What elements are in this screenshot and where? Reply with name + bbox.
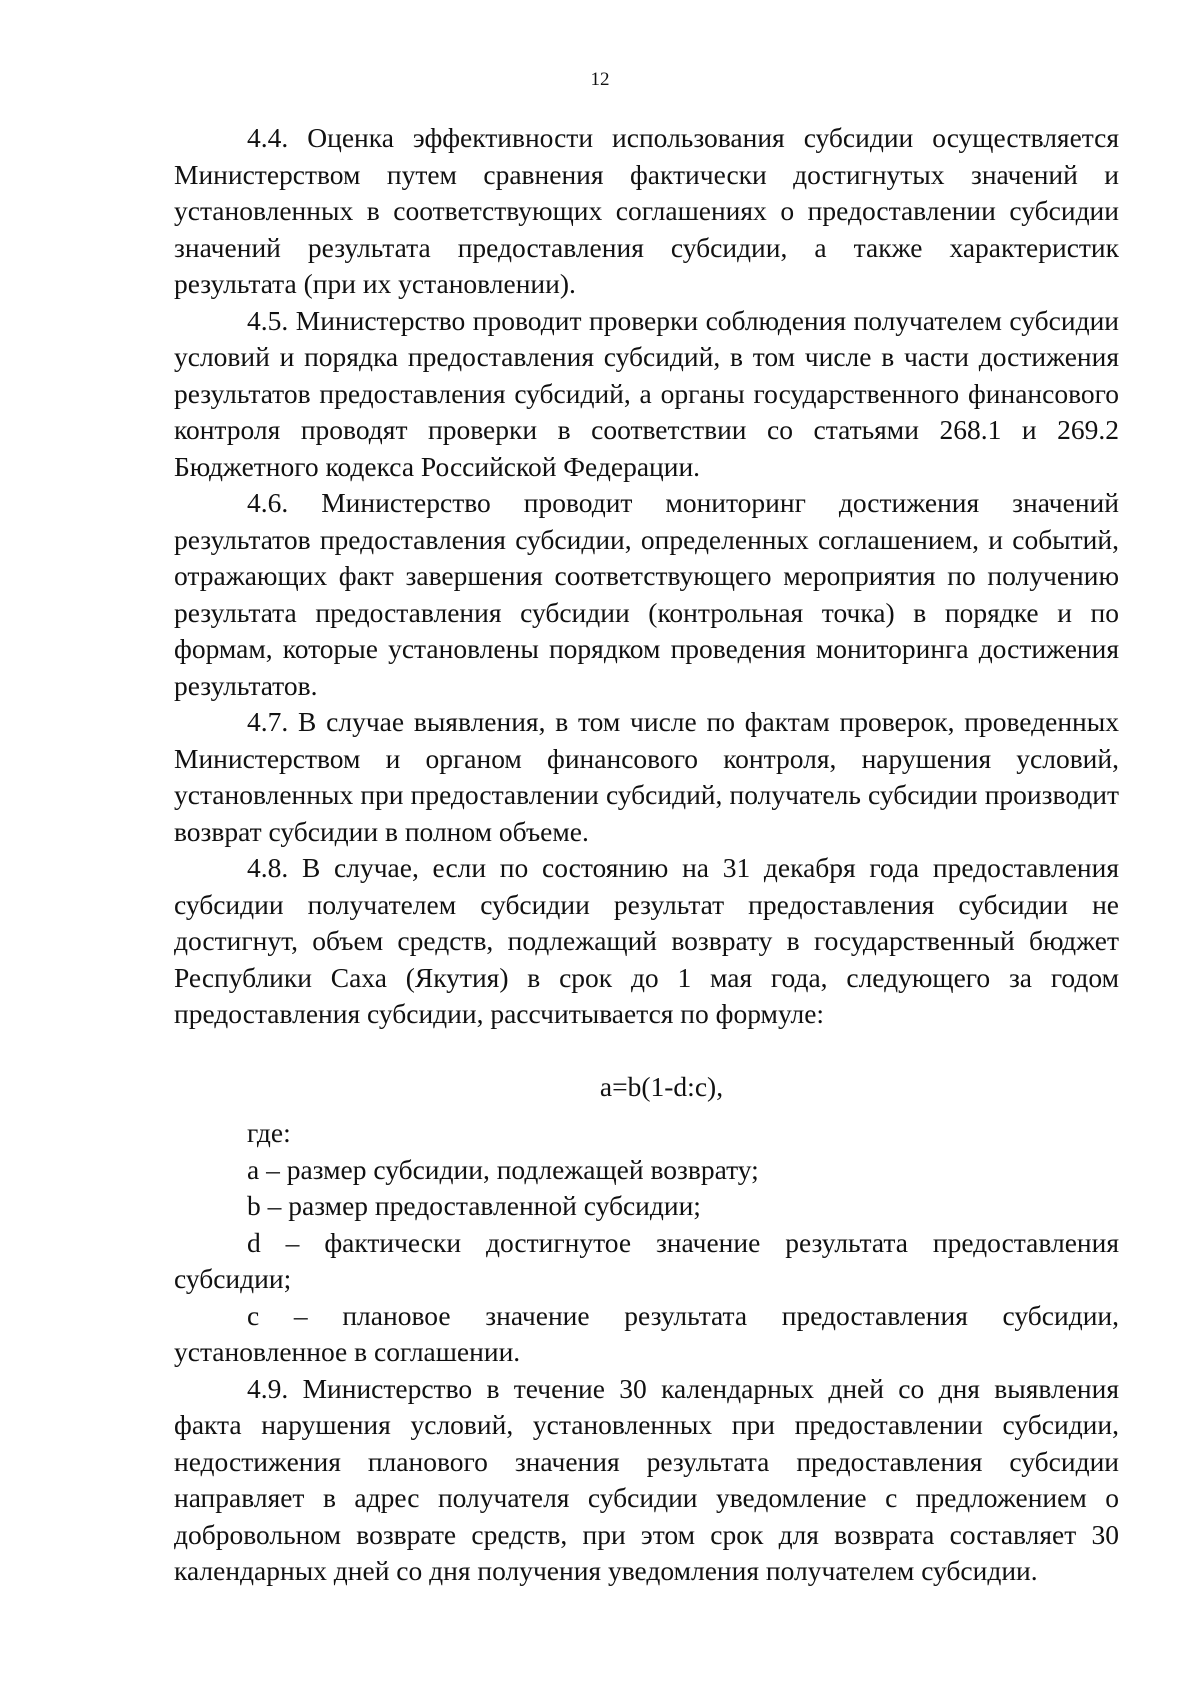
definition-a: a – размер субсидии, подлежащей возврату; xyxy=(247,1153,759,1185)
section-4-4: 4.4. Оценка эффективности использования субсидии осуществляется Министерством путем сравнения фактически достигнутых значений и установленных в соответствующих соглашениях о предоставлении субсидии значений результата предоставления субсидии, а также характеристик результата (при их установлении). xyxy=(174,122,1119,299)
section-4-7: 4.7. В случае выявления, в том числе по фактам проверок, проведенных Министерством и органом финансового контроля, нарушения условий, установленных при предоставлении субсидий, получатель субсидии производит возврат субсидии в полном объеме. xyxy=(174,706,1119,847)
section-4-9: 4.9. Министерство в течение 30 календарных дней со дня выявления факта нарушения условий, установленных при предоставлении субсидии, недостижения планового значения результата предоставления субсидии направляет в адрес получателя субсидии уведомление с предложением о добровольном возврате средств, при этом срок для возврата составляет 30 календарных дней со дня получения уведомления получателем субсидии. xyxy=(174,1372,1119,1586)
document-body xyxy=(174,120,1119,1590)
section-4-6: 4.6. Министерство проводит мониторинг достижения значений результатов предоставления субсидии, определенных соглашением, и событий, отражающих факт завершения соответствующего мероприятия по получению результата предоставления субсидии (контрольная точка) в порядке и по формам, которые установлены порядком проведения мониторинга достижения результатов. xyxy=(174,487,1119,701)
formula: a=b(1-d:c), xyxy=(599,1070,724,1102)
section-4-8: 4.8. В случае, если по состоянию на 31 декабря года предоставления субсидии получателем субсидии результат предоставления субсидии не достигнут, объем средств, подлежащий возврату в государственный бюджет Республики Саха (Якутия) в срок до 1 мая года, следующего за годом предоставления субсидии, рассчитывается по формуле: xyxy=(174,852,1119,1029)
definition-d: d – фактически достигнутое значение результата предоставления субсидии; xyxy=(174,1226,1119,1294)
definition-c: c – плановое значение результата предоставления субсидии, установленное в соглашении. xyxy=(174,1299,1119,1367)
where-label: где: xyxy=(247,1117,291,1148)
definition-b: b – размер предоставленной субсидии; xyxy=(247,1190,701,1221)
section-4-5: 4.5. Министерство проводит проверки соблюдения получателем субсидии условий и порядка предоставления субсидий, в том числе в части достижения результатов предоставления субсидий, а органы государственного финансового контроля проводят проверки в соответствии со статьями 268.1 и 269.2 Бюджетного кодекса Российской Федерации. xyxy=(174,304,1119,482)
page-number: 12 xyxy=(590,69,610,90)
